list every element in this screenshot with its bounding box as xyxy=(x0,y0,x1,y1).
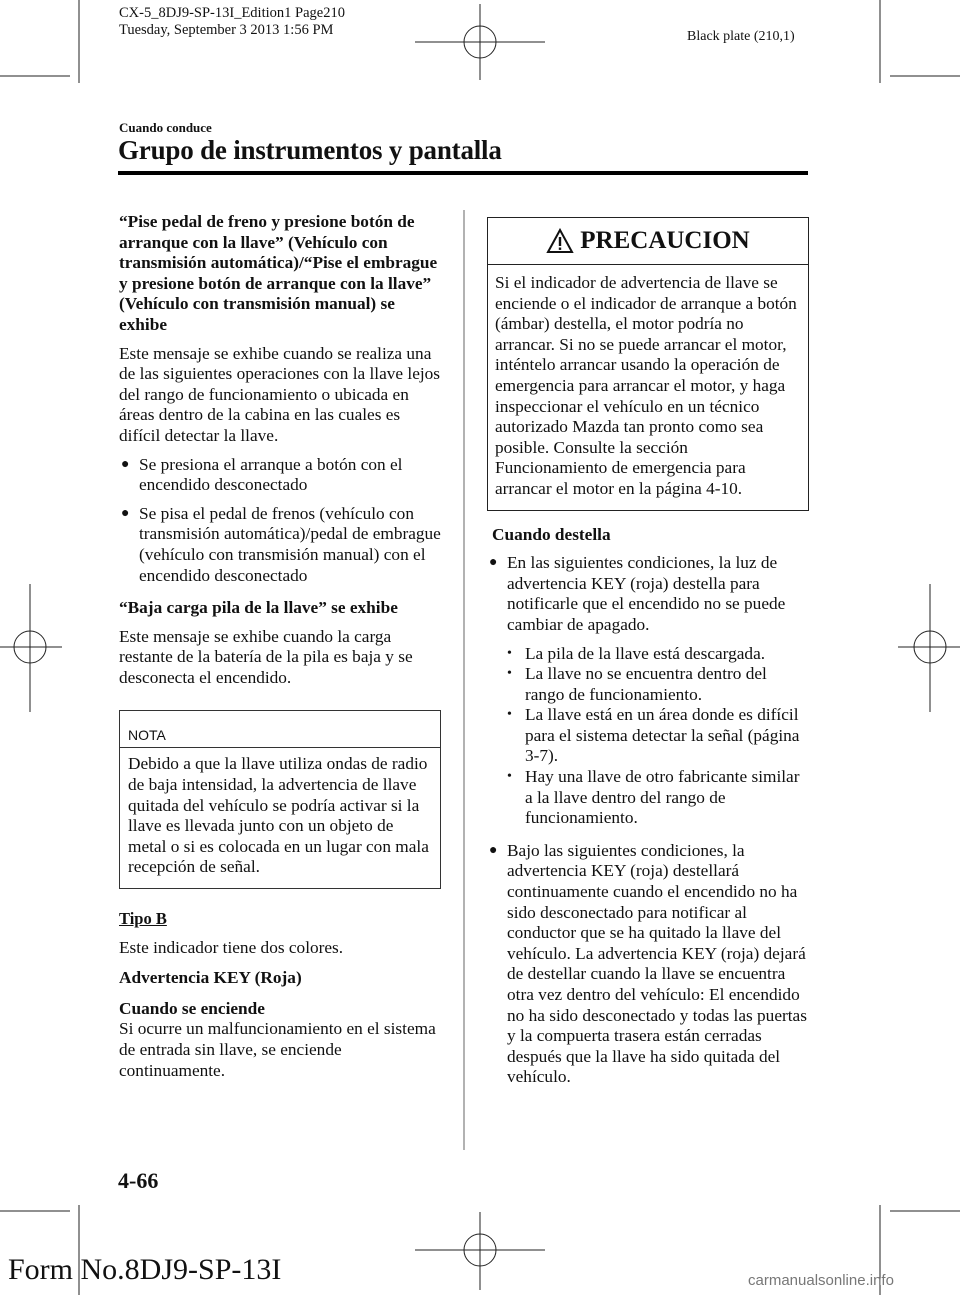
bullet-icon: ● xyxy=(121,505,130,521)
print-meta-line2: Tuesday, September 3 2013 1:56 PM xyxy=(119,22,334,38)
tipo-heading: Tipo B xyxy=(119,909,167,929)
sub-bullet-icon: • xyxy=(507,666,512,682)
bullet-text: Se presiona el arranque a botón con el encendido desconectado xyxy=(139,454,403,495)
page-number: 4-66 xyxy=(118,1168,159,1193)
sub-bullet-text: Hay una llave de otro fabricante similar a la llave dentro del rango de funcionamiento. xyxy=(525,767,800,828)
nota-box xyxy=(119,710,441,889)
sub-bullet-item xyxy=(507,705,809,767)
nota-body: Debido a que la llave utiliza ondas de radio de baja intensidad, la advertencia de llave quitada del vehículo se podría activar si la llave es llevada junto con un objeto de metal o si es colocada en un lugar con mala recepción de señal. xyxy=(128,754,429,877)
nota-title: NOTA xyxy=(120,711,440,748)
section-label: Cuando conduce xyxy=(119,120,212,135)
sub-bullet-text: La pila de la llave está descargada. xyxy=(525,643,766,663)
precaucion-box xyxy=(487,217,809,511)
bullet-item xyxy=(487,841,809,1088)
sub-bullet-icon: • xyxy=(507,769,512,785)
paragraph-3: Este indicador tiene dos colores. xyxy=(119,937,344,957)
bullet-text: En las siguientes condiciones, la luz de advertencia KEY (roja) destella para notificarle que el encendido no se puede cambiar de apagado. xyxy=(507,553,786,634)
sub-bullet-list xyxy=(487,644,809,829)
heading-baja-carga: “Baja carga pila de la llave” se exhibe xyxy=(119,598,398,618)
sub-bullet-item xyxy=(507,644,809,665)
bullet-icon: ● xyxy=(121,456,130,472)
bullet-icon: ● xyxy=(489,555,498,571)
heading-pise-pedal: “Pise pedal de freno y presione botón de arranque con la llave” (Vehículo con transmisión automática)/“Pise el embrague y presione botón de arranque con la llave” (Vehículo con transmisión manual) se exhibe xyxy=(119,212,438,334)
heading-cuando-destella: Cuando destella xyxy=(492,524,611,544)
sub-bullet-text: La llave no se encuentra dentro del rango de funcionamiento. xyxy=(525,664,767,704)
page-title: Grupo de instrumentos y pantalla xyxy=(118,135,502,165)
bullet-icon: ● xyxy=(489,842,498,858)
left-column xyxy=(119,212,441,1081)
title-rule xyxy=(118,171,808,175)
right-column xyxy=(487,217,809,1088)
plate-label: Black plate (210,1) xyxy=(687,29,795,44)
precaucion-header xyxy=(488,218,808,265)
print-meta xyxy=(119,5,345,39)
sub-bullet-text: La llave está en un área donde es difícil para el sistema detectar la señal (página 3-7). xyxy=(525,705,800,766)
sub-bullet-icon: • xyxy=(507,707,512,723)
paragraph-1: Este mensaje se exhibe cuando se realiza una de las siguientes operaciones con la llave lejos del rango de funcionamiento o ubicada en áreas dentro de la cabina en las cuales es difícil detectar la llave. xyxy=(119,343,441,445)
form-number: Form No.8DJ9-SP-13I xyxy=(8,1253,282,1286)
bullet-item xyxy=(487,553,809,635)
sub-bullet-icon: • xyxy=(507,645,512,661)
heading-advertencia-key: Advertencia KEY (Roja) xyxy=(119,968,302,988)
sub-bullet-item xyxy=(507,767,809,829)
heading-cuando-enciende: Cuando se enciende xyxy=(119,998,265,1018)
paragraph-4: Si ocurre un malfuncionamiento en el sistema de entrada sin llave, se enciende continuamente. xyxy=(119,1019,436,1080)
bullet-item xyxy=(119,455,441,496)
bullet-text: Bajo las siguientes condiciones, la advertencia KEY (roja) destellará continuamente cuando el encendido no ha sido desconectado para notificar al conductor que se ha quitado la llave del vehículo. La advertencia KEY (roja) dejará de destellar cuando la llave se encuentra otra vez dentro del vehículo: El encendido no ha sido desconectado y todas las puertas y la compuerta trasera están cerradas después que la llave ha sido quitada del vehículo. xyxy=(507,840,807,1087)
print-meta-line1: CX-5_8DJ9-SP-13I_Edition1 Page210 xyxy=(119,5,345,21)
paragraph-2: Este mensaje se exhibe cuando la carga restante de la batería de la pila es baja y se desconecta el encendido. xyxy=(119,626,413,687)
bullet-item xyxy=(119,504,441,586)
precaucion-body: Si el indicador de advertencia de llave se enciende o el indicador de arranque a botón (ámbar) destella, el motor podría no arrancar. Si no se puede arrancar el motor, inténtelo arrancar usando la operación de emergencia para arrancar el motor, y haga inspeccionar el vehículo en un técnico autorizado Mazda tan pronto como sea posible. Consulte la sección Funcionamiento de emergencia para arrancar el motor en la página 4-10. xyxy=(495,273,797,498)
bullet-text: Se pisa el pedal de frenos (vehículo con transmisión automática)/pedal de embrague (vehículo con transmisión manual) con el encendido desconectado xyxy=(139,503,441,585)
site-watermark: carmanualsonline.info xyxy=(748,1272,894,1289)
sub-bullet-item xyxy=(507,664,809,705)
warning-triangle-icon xyxy=(546,228,574,254)
precaucion-title: PRECAUCION xyxy=(580,226,750,254)
